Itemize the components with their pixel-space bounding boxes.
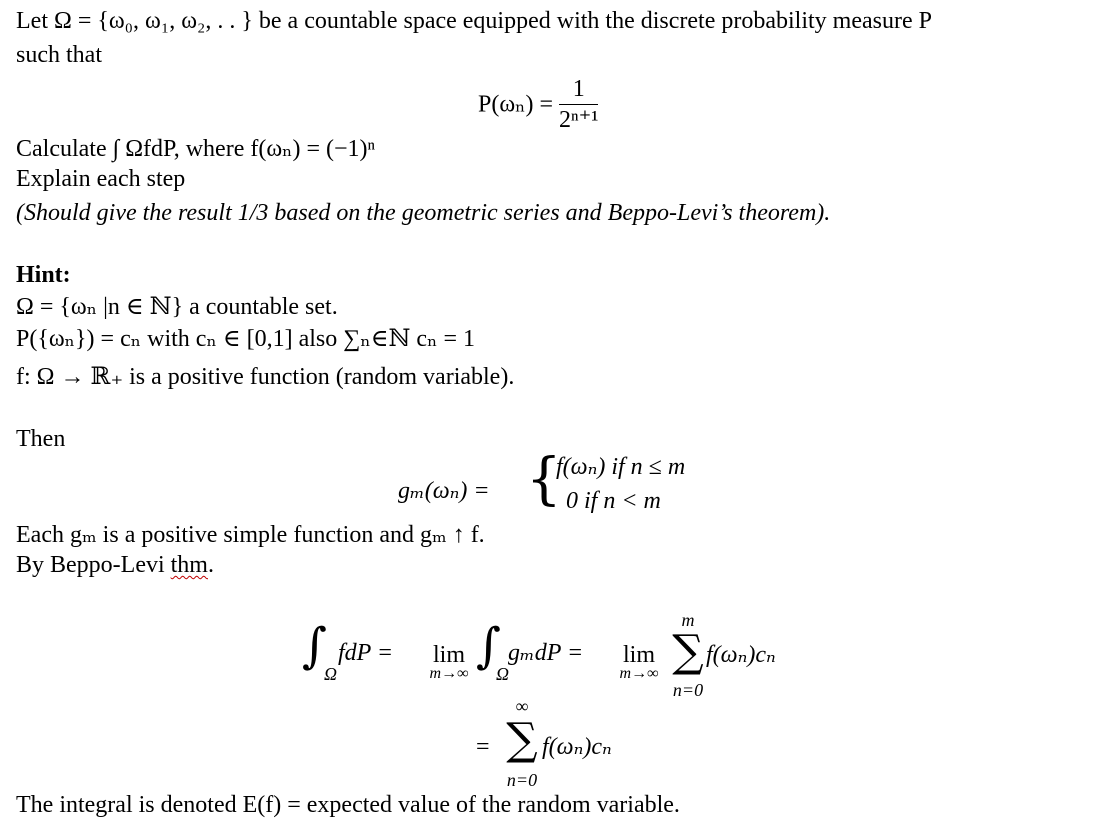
sum-2-term (542, 732, 612, 762)
sum-1-sigma: ∑ (672, 626, 704, 677)
limit-1-sub-text: m→∞ (429, 665, 469, 682)
integral-domain-2-text: Ω (496, 664, 510, 684)
integral-sign-1: ∫ (302, 618, 328, 674)
limit-1-label: lim (432, 642, 465, 668)
beppo-suffix: . (207, 552, 214, 578)
sum-1-lower-text: n=0 (672, 680, 704, 700)
beppo-levi-line (16, 550, 214, 580)
integral-fdp-text: fdP = (338, 640, 394, 666)
hint-line-3: f: Ω → ℝ₊ is a positive function (random variable). (16, 364, 515, 390)
spellcheck-word[interactable]: thm (170, 552, 208, 578)
integral-fdp (338, 638, 393, 668)
result-note (16, 198, 830, 228)
integral-sign-2: ∫ (476, 618, 502, 674)
question-line-1: Let Ω = {ω₀, ω₁, ω₂, . . } be a countable space equipped with the discrete probability measure P (16, 8, 932, 34)
integral-gmdp-text: gₘdP = (508, 640, 584, 666)
sum-2-term-text: f(ωₙ)cₙ (542, 734, 612, 760)
simple-function-line: Each gₘ is a positive simple function and gₘ ↑ f. (16, 522, 485, 548)
explain-line: Explain each step (16, 166, 186, 192)
limit-2-label: lim (622, 642, 655, 668)
sum-2-lower (498, 770, 546, 790)
integral-gmdp (508, 638, 583, 668)
hint-title: Hint: (16, 262, 71, 288)
sum-1-term-text: f(ωₙ)cₙ (706, 642, 776, 668)
gm-case-2-text: 0 if n < m (566, 488, 661, 514)
probability-fraction (559, 74, 598, 135)
gm-lhs-text: gₘ(ωₙ) = (398, 478, 490, 504)
then-label: Then (16, 426, 66, 452)
calculate-line: Calculate ∫ ΩfdP, where f(ωₙ) = (−1)ⁿ (16, 136, 376, 162)
final-line: The integral is denoted E(f) = expected value of the random variable. (16, 792, 680, 818)
limit-2-sub (610, 666, 668, 682)
sum-1-upper-text: m (681, 610, 695, 630)
fraction-numerator: 1 (559, 74, 598, 105)
gm-brace: { (526, 447, 562, 512)
integral-domain-1-text: Ω (324, 664, 338, 684)
probability-lhs: P(ωₙ) = (478, 91, 554, 118)
sum-1-term (706, 640, 776, 670)
gm-case-1 (556, 452, 685, 482)
integral-domain-1 (324, 664, 337, 684)
sum-1-lower (664, 680, 712, 700)
hint-line-2: P({ωₙ}) = cₙ with cₙ ∈ [0,1] also ∑ₙ∈ℕ cₙ = 1 (16, 326, 475, 352)
sum-2-sigma: ∑ (506, 714, 538, 765)
gm-lhs (398, 476, 490, 506)
beppo-prefix: By Beppo-Levi (16, 552, 171, 578)
sum-2-upper: ∞ (515, 696, 529, 716)
fraction-denominator: 2ⁿ⁺¹ (559, 107, 599, 133)
limit-1-sub (420, 666, 478, 682)
probability-formula (478, 74, 598, 135)
limit-2-sub-text: m→∞ (619, 665, 659, 682)
result-note-text: (Should give the result 1/3 based on the geometric series and Beppo-Levi’s theorem). (16, 200, 831, 226)
equation-2-equals: = (476, 734, 490, 760)
question-line-2: such that (16, 42, 102, 68)
sum-2-lower-text: n=0 (506, 770, 538, 790)
gm-case-1-text: f(ωₙ) if n ≤ m (556, 454, 686, 480)
gm-case-2 (566, 486, 661, 516)
hint-line-1: Ω = {ωₙ |n ∈ ℕ} a countable set. (16, 294, 338, 320)
